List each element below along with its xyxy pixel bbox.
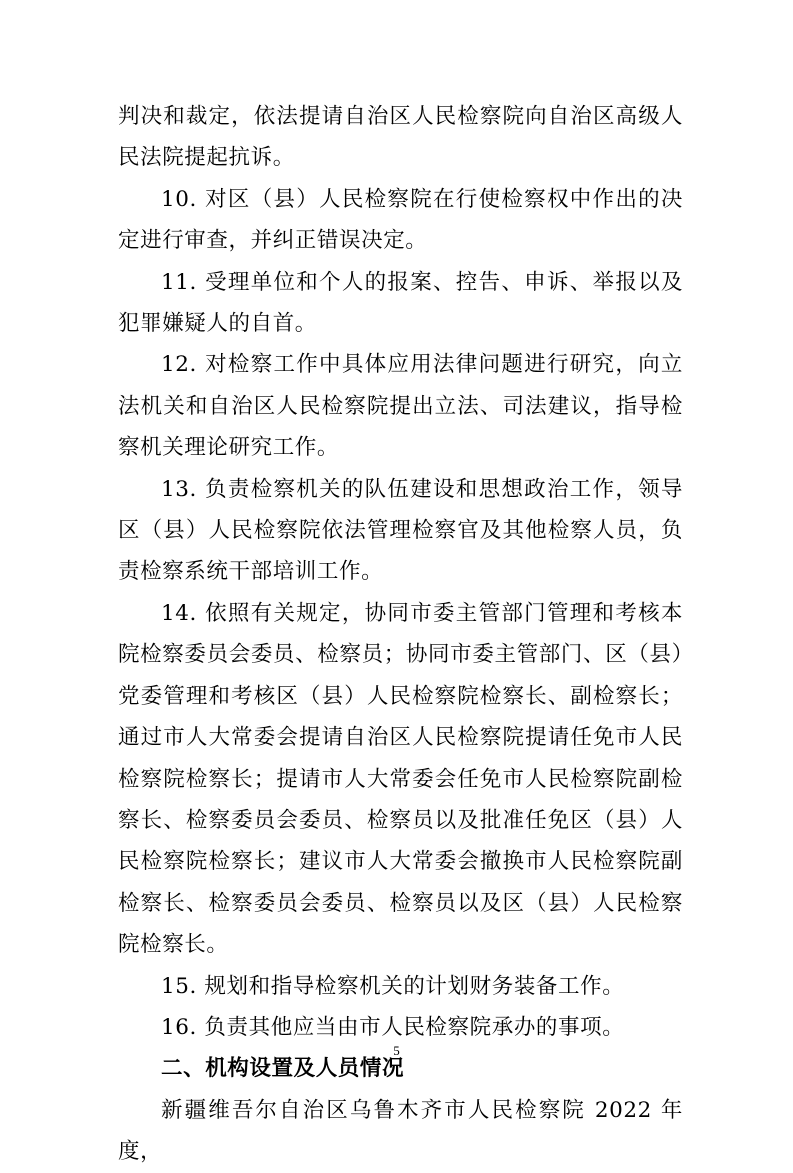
page-number: 5 (393, 1043, 400, 1058)
list-item-10: 10. 对区（县）人民检察院在行使检察权中作出的决定进行审查，并纠正错误决定。 (118, 186, 683, 254)
list-item-16: 16. 负责其他应当由市人民检察院承办的事项。 (161, 1014, 625, 1040)
document-body (118, 96, 683, 1173)
paragraph-intro: 新疆维吾尔自治区乌鲁木齐市人民检察院 2022 年度， (118, 1097, 683, 1165)
list-item-15: 15. 规划和指导检察机关的计划财务装备工作。 (161, 973, 625, 999)
list-item-14: 14. 依照有关规定，协同市委主管部门管理和考核本院检察委员会委员、检察员；协同市委主管部门、区（县）党委管理和考核区（县）人民检察院检察长、副检察长；通过市人大常委会提请自治区人民检察院提请任免市人民检察院检察长；提请市人大常委会任免市人民检察院副检察长、检察委员会委员、检察员以及批准任免区（县）人民检察院检察长；建议市人大常委会撤换市人民检察院副检察长、检察委员会委员、检察员以及区（县）人民检察院检察长。 (118, 600, 683, 958)
list-item-12: 12. 对检察工作中具体应用法律问题进行研究，向立法机关和自治区人民检察院提出立法、司法建议，指导检察机关理论研究工作。 (118, 352, 683, 461)
section-heading: 二、机构设置及人员情况 (161, 1056, 405, 1082)
paragraph-continuation: 判决和裁定，依法提请自治区人民检察院向自治区高级人民法院提起抗诉。 (118, 104, 683, 171)
list-item-11: 11. 受理单位和个人的报案、控告、申诉、举报以及犯罪嫌疑人的自首。 (118, 269, 683, 337)
list-item-13: 13. 负责检察机关的队伍建设和思想政治工作，领导区（县）人民检察院依法管理检察官及其他检察人员，负责检察系统干部培训工作。 (118, 476, 683, 585)
